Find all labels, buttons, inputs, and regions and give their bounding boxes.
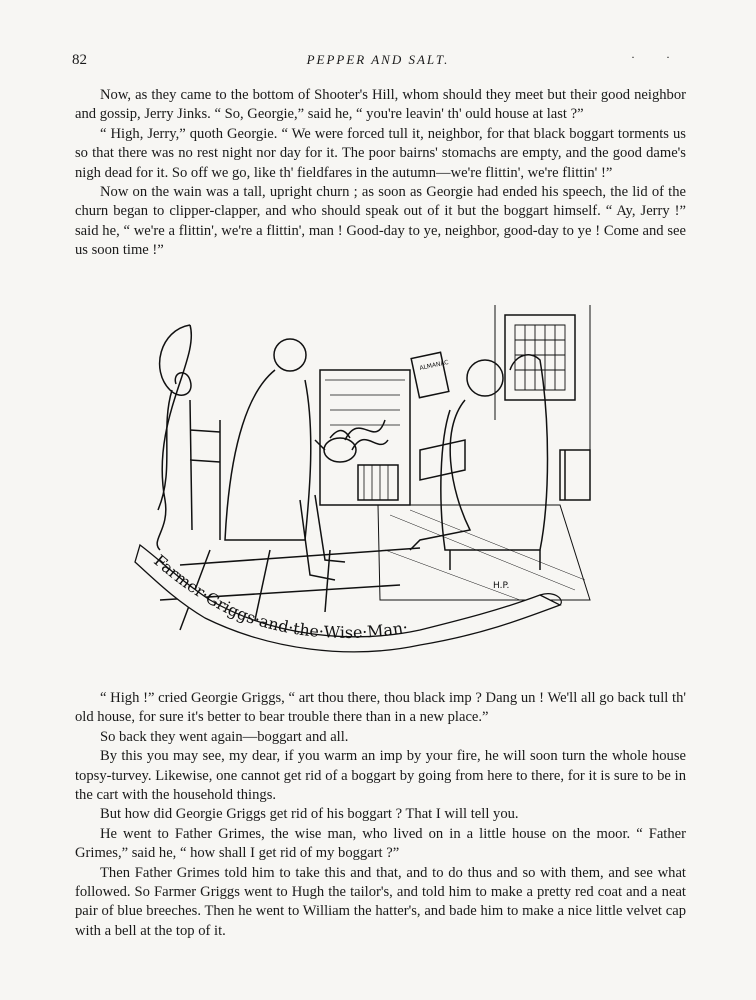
running-title: PEPPER AND SALT. [306,52,450,67]
illustration [120,300,620,670]
page-number: 82 [72,52,87,68]
armchair [441,355,548,550]
paragraph: “ High, Jerry,” quoth Georgie. “ We were forced tull it, neighbor, for that black boggart torments us so that there was no rest night nor day for it. The poor bairns' stomachs are empty, and the good dame's nigh dead for it. So off we go, like th' fieldfares in the autumn—we're flittin', we're flittin' !” [75,125,686,181]
farmer-head [274,339,306,371]
farmer-body [225,370,311,540]
wise-man-head [467,360,503,396]
kettle [324,438,356,462]
window [505,315,575,400]
illustration-caption: Farmer·Griggs·and·the·Wise·Man· [150,550,410,642]
paragraph: Now, as they came to the bottom of Shooter's Hill, whom should they meet but their good neighbor and gossip, Jerry Jinks. “ So, Georgie,” said he, “ you're leavin' th' ould house at last ?” [75,87,686,123]
illustration-drawing [120,300,620,670]
text-block-top [75,86,686,261]
almanac-label: ALMANAC [418,358,450,372]
farmer-legs [300,495,345,580]
paragraph: Then Father Grimes told him to take this and that, and to do thus and so with them, and see what followed. So Farmer Griggs went to Hugh the tailor's, and told him to make a pretty red coat and a neat pair of blue breeches. Then he went to William the hatter's, and bade him to make a nice little velvet cap with a bell at the top of it. [75,864,686,939]
text-block-bottom [75,689,686,941]
fireplace [320,370,410,505]
rug [378,505,590,600]
paragraph: Now on the wain was a tall, upright churn ; as soon as Georgie had ended his speech, the lid of the churn began to clipper-clapper, and who should speak out of it but the boggart himself. “ Ay, Jerry !” said he, “ we're a flittin', we're a flittin', man ! Good-day to ye, neighbor, good-day to ye ! Come and see us soon time !” [75,184,686,259]
artist-signature: H.P. [493,581,510,591]
paragraph: He went to Father Grimes, the wise man, who lived on in a little house on the moor. “ Father Grimes,” said he, “ how shall I get rid of my boggart ?” [75,825,686,862]
stacked-books [560,450,590,500]
chair-left [190,400,220,540]
paragraph: So back they went again—boggart and all. [100,728,349,745]
caption-banner [135,545,561,652]
paragraph: “ High !” cried Georgie Griggs, “ art thou there, thou black imp ? Dang un ! We'll all go back tull th' old house, for sure it's better to bear trouble there than in a new place.” [75,690,686,726]
fire-flames [345,420,388,450]
paragraph: By this you may see, my dear, if you warm an imp by your fire, he will soon turn the whole house topsy-turvey. Likewise, one cannot get rid of a boggart by going from here to there, for it is sure to be in the cart with the household things. [75,748,686,804]
ornament-dots: · · [631,50,684,64]
page-header [72,52,684,72]
paragraph: But how did Georgie Griggs get rid of his boggart ? That I will tell you. [100,806,519,823]
